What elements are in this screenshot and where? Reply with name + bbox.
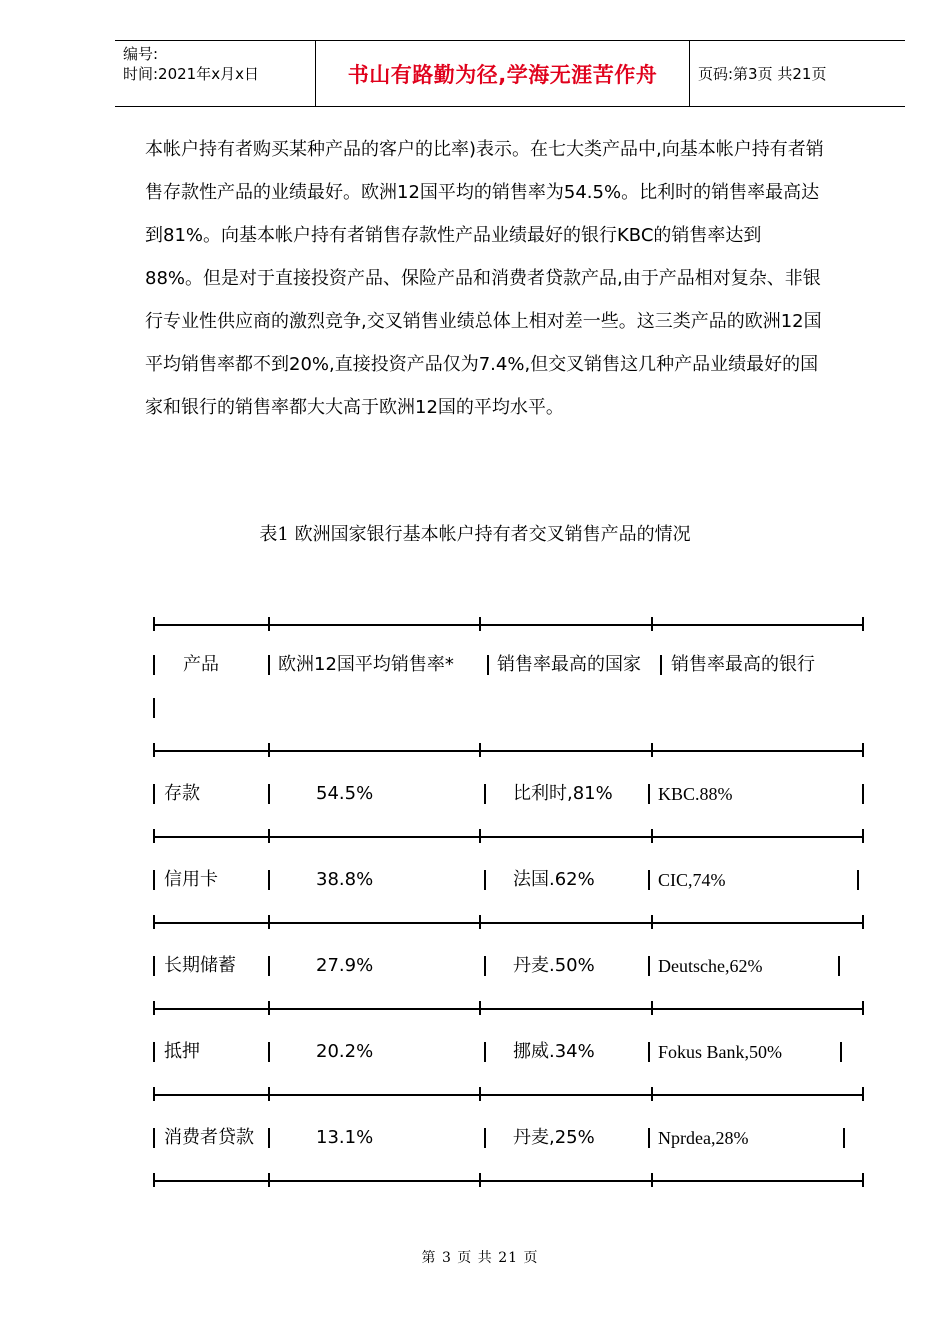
doc-time-label: 时间:2021年x月x日 bbox=[123, 65, 259, 83]
table-col-sep bbox=[153, 956, 155, 976]
table-col-sep bbox=[857, 870, 859, 890]
table-col-sep bbox=[648, 784, 650, 804]
table-col-sep bbox=[843, 1128, 845, 1148]
table-cell-country: 挪威.34% bbox=[513, 1041, 595, 1062]
table-rule-joint bbox=[153, 617, 155, 631]
table-rule-joint bbox=[862, 1087, 864, 1101]
table-col-sep bbox=[268, 956, 270, 976]
table-rule bbox=[153, 922, 862, 924]
paragraph-line: 平均销售率都不到20%,直接投资产品仅为7.4%,但交叉销售这几种产品业绩最好的国 bbox=[145, 354, 819, 375]
page-footer: 第 3 页 共 21 页 bbox=[421, 1250, 539, 1266]
paragraph-line: 本帐户持有者购买某种产品的客户的比率)表示。在七大类产品中,向基本帐户持有者销 bbox=[145, 139, 824, 160]
table-rule-joint bbox=[862, 915, 864, 929]
table-cell-bank: Deutsche,62% bbox=[658, 956, 763, 976]
table-col-sep bbox=[268, 784, 270, 804]
table-rule-joint bbox=[479, 617, 481, 631]
table-cell-product: 消费者贷款 bbox=[164, 1127, 254, 1148]
table-cell-bank: Fokus Bank,50% bbox=[658, 1042, 783, 1062]
table-col-sep bbox=[660, 655, 662, 675]
table-rule-joint bbox=[651, 1173, 653, 1187]
table-rule-joint bbox=[268, 1087, 270, 1101]
table-col-sep bbox=[838, 956, 840, 976]
table-col-sep bbox=[268, 1042, 270, 1062]
table-cell-bank: KBC.88% bbox=[658, 784, 733, 804]
table-cell-avg: 27.9% bbox=[316, 955, 374, 976]
table-rule-joint bbox=[479, 829, 481, 843]
table-cell-avg: 13.1% bbox=[316, 1127, 374, 1148]
table-col-sep bbox=[648, 1128, 650, 1148]
table-col-sep bbox=[484, 870, 486, 890]
table-cell-avg: 20.2% bbox=[316, 1041, 374, 1062]
table-rule-joint bbox=[268, 829, 270, 843]
table-rule-joint bbox=[651, 1001, 653, 1015]
table-rule-joint bbox=[479, 743, 481, 757]
table-header-bank: 销售率最高的银行 bbox=[671, 654, 815, 675]
table-header-country: 销售率最高的国家 bbox=[497, 654, 641, 675]
table-col-sep bbox=[648, 870, 650, 890]
table-rule-joint bbox=[268, 1173, 270, 1187]
paragraph-line: 售存款性产品的业绩最好。欧洲12国平均的销售率为54.5%。比利时的销售率最高达 bbox=[145, 182, 820, 203]
table-col-sep bbox=[153, 1042, 155, 1062]
table-col-sep bbox=[484, 956, 486, 976]
table-rule-joint bbox=[153, 1173, 155, 1187]
table-col-sep bbox=[268, 655, 270, 675]
table-cell-country: 丹麦,25% bbox=[513, 1127, 595, 1148]
table-rule-joint bbox=[651, 829, 653, 843]
paragraph-line: 家和银行的销售率都大大高于欧洲12国的平均水平。 bbox=[145, 397, 564, 418]
table-col-sep bbox=[484, 784, 486, 804]
table-col-sep bbox=[153, 784, 155, 804]
table-col-sep bbox=[153, 1128, 155, 1148]
table-col-sep bbox=[648, 956, 650, 976]
table-rule-joint bbox=[651, 915, 653, 929]
table-col-sep bbox=[648, 1042, 650, 1062]
table-col-sep bbox=[840, 1042, 842, 1062]
table-rule-joint bbox=[479, 1001, 481, 1015]
table-cell-product: 存款 bbox=[164, 783, 200, 804]
doc-code-label: 编号: bbox=[123, 45, 159, 63]
table-cell-product: 长期储蓄 bbox=[164, 955, 236, 976]
table-col-sep bbox=[153, 698, 155, 718]
table-rule-joint bbox=[153, 1087, 155, 1101]
table-cell-product: 抵押 bbox=[164, 1041, 200, 1062]
table-col-sep bbox=[862, 784, 864, 804]
table-col-sep bbox=[484, 1128, 486, 1148]
table-header-avg: 欧洲12国平均销售率* bbox=[278, 654, 454, 675]
table-rule-joint bbox=[651, 617, 653, 631]
table-rule-joint bbox=[479, 1173, 481, 1187]
table-caption: 表1 欧洲国家银行基本帐户持有者交叉销售产品的情况 bbox=[259, 524, 691, 545]
header-motto: 书山有路勤为径,学海无涯苦作舟 bbox=[347, 62, 658, 87]
table-rule-joint bbox=[862, 617, 864, 631]
table-header-product: 产品 bbox=[183, 654, 219, 675]
table-rule-joint bbox=[153, 829, 155, 843]
table-rule bbox=[153, 1008, 862, 1010]
table-col-sep bbox=[268, 870, 270, 890]
table-rule-joint bbox=[268, 617, 270, 631]
table-rule-joint bbox=[651, 743, 653, 757]
table-cell-bank: Nprdea,28% bbox=[658, 1128, 749, 1148]
table-cell-avg: 54.5% bbox=[316, 783, 374, 804]
table-rule-joint bbox=[479, 915, 481, 929]
table-rule-joint bbox=[479, 1087, 481, 1101]
table-cell-country: 丹麦.50% bbox=[513, 955, 595, 976]
table-rule-joint bbox=[268, 1001, 270, 1015]
table-rule-joint bbox=[651, 1087, 653, 1101]
table-rule bbox=[153, 1180, 862, 1182]
table-rule bbox=[153, 750, 862, 752]
table-col-sep bbox=[268, 1128, 270, 1148]
header-page-number: 页码:第3页 共21页 bbox=[698, 65, 827, 83]
table-rule-joint bbox=[268, 743, 270, 757]
table-rule-joint bbox=[862, 829, 864, 843]
table-rule-joint bbox=[862, 1173, 864, 1187]
table-cell-avg: 38.8% bbox=[316, 869, 374, 890]
table-col-sep bbox=[153, 655, 155, 675]
table-rule-joint bbox=[862, 1001, 864, 1015]
table-rule-joint bbox=[268, 915, 270, 929]
table-cell-country: 法国.62% bbox=[513, 869, 595, 890]
table-cell-country: 比利时,81% bbox=[513, 783, 613, 804]
table-rule-joint bbox=[862, 743, 864, 757]
table-rule bbox=[153, 1094, 862, 1096]
table-rule bbox=[153, 624, 862, 626]
table-col-sep bbox=[153, 870, 155, 890]
table-rule-joint bbox=[153, 743, 155, 757]
table-col-sep bbox=[487, 655, 489, 675]
paragraph-line: 行专业性供应商的激烈竞争,交叉销售业绩总体上相对差一些。这三类产品的欧洲12国 bbox=[145, 311, 822, 332]
paragraph-line: 88%。但是对于直接投资产品、保险产品和消费者贷款产品,由于产品相对复杂、非银 bbox=[145, 268, 821, 289]
table-rule-joint bbox=[153, 915, 155, 929]
table-rule bbox=[153, 836, 862, 838]
table-rule-joint bbox=[153, 1001, 155, 1015]
table-cell-product: 信用卡 bbox=[164, 869, 218, 890]
paragraph-line: 到81%。向基本帐户持有者销售存款性产品业绩最好的银行KBC的销售率达到 bbox=[145, 225, 762, 246]
table-col-sep bbox=[484, 1042, 486, 1062]
table-cell-bank: CIC,74% bbox=[658, 870, 726, 890]
